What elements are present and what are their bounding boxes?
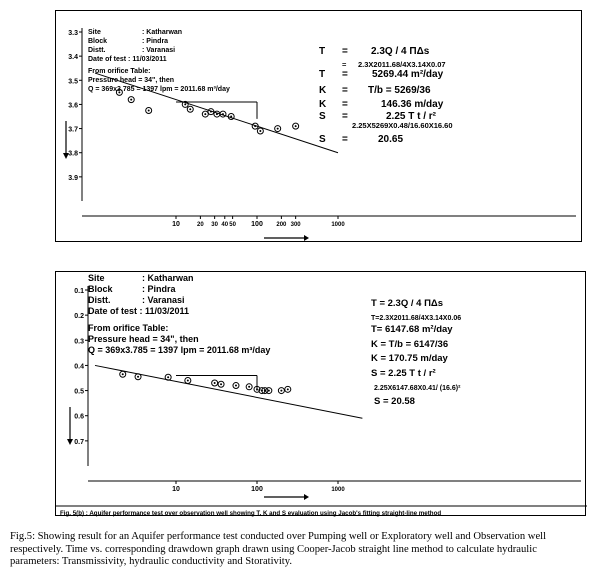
orifice-line: Pressure head = 34", then — [88, 334, 199, 344]
orifice-line: Pressure head = 34", then — [88, 77, 174, 84]
formula-equals: = — [342, 111, 348, 122]
figure-caption: Fig.5: Showing result for an Aquifer performance test conducted over Pumping well or Exploratory well and Observation well respectively. Time vs. corresponding drawdown graph drawn using Cooper-Jacob straight line method to calculate hydraulic parameters: Transmissivity, hydraulic conductivity and Storativity. — [10, 531, 547, 568]
x-tick-label: 20 — [197, 222, 204, 228]
fit-line — [95, 73, 338, 153]
orifice-line: From orifice Table: — [88, 323, 169, 333]
orifice-line: From orifice Table: — [88, 68, 151, 75]
x-axis-arrowhead — [304, 235, 309, 241]
x-tick-label: 30 — [211, 222, 218, 228]
data-point-center — [214, 382, 216, 384]
data-point-center — [235, 385, 237, 387]
chart-b-svg — [56, 272, 587, 517]
y-tick-label: 0.3 — [74, 338, 84, 346]
figure-footer: Fig. 5(b) : Aquifer performance test over observation well showing T, K and S evaluation using Jacob's fitting straight-line method — [60, 510, 442, 517]
orifice-line: Q = 369x3.785 = 1397 lpm = 2011.68 m³/day — [88, 345, 271, 355]
x-axis-arrowhead — [304, 494, 309, 500]
formula-value: S = 2.25 T t / r² — [371, 368, 436, 379]
y-tick-label: 3.7 — [68, 126, 78, 134]
formula-symbol: S — [319, 111, 326, 122]
x-tick-label: 300 — [290, 222, 301, 228]
data-point-center — [210, 111, 212, 113]
data-point-center — [277, 128, 279, 130]
y-tick-label: 3.9 — [68, 174, 78, 182]
formula-equals: = — [342, 134, 348, 145]
data-point-center — [220, 383, 222, 385]
data-point-center — [137, 376, 139, 378]
formula-symbol: K — [319, 85, 327, 96]
x-tick-label: 1000 — [331, 222, 345, 228]
data-point-center — [187, 380, 189, 382]
data-point-center — [230, 116, 232, 118]
info-label: Site — [88, 273, 105, 283]
fit-line — [95, 365, 362, 418]
y-tick-label: 0.7 — [74, 438, 84, 446]
formula-value: T = 2.3Q / 4 ΠΔs — [371, 298, 444, 309]
formula-value: 5269.44 m²/day — [372, 69, 444, 80]
data-point-center — [216, 113, 218, 115]
formula-value: T/b = 5269/36 — [368, 85, 431, 96]
y-tick-label: 3.8 — [68, 150, 78, 158]
formula-value: 146.36 m/day — [381, 99, 444, 110]
info-value: : Varanasi — [142, 295, 185, 305]
data-point-center — [295, 125, 297, 127]
info-label: Date of test : 11/03/2011 — [88, 306, 190, 316]
info-label: Block — [88, 38, 108, 45]
formula-value: 2.25X5269X0.48/16.60X16.60 — [352, 121, 453, 130]
chart-panel-a — [55, 10, 582, 242]
info-label: Distt. — [88, 295, 111, 305]
x-tick-label: 100 — [251, 486, 263, 493]
formula-value: 2.25 T t / r² — [386, 111, 437, 122]
orifice-line: Q = 369x3.785 = 1397 lpm = 2011.68 m³/day — [88, 86, 230, 93]
formula-value: T= 6147.68 m²/day — [371, 324, 453, 335]
data-point-center — [254, 125, 256, 127]
info-label: Distt. — [88, 47, 106, 54]
data-point-center — [259, 130, 261, 132]
formula-equals: = — [342, 60, 347, 69]
x-tick-label: 50 — [229, 222, 236, 228]
formula-equals: = — [342, 69, 348, 80]
data-point-center — [287, 388, 289, 390]
info-value: : Katharwan — [142, 273, 194, 283]
formula-value: K = T/b = 6147/36 — [371, 339, 449, 350]
x-tick-label: 10 — [172, 486, 180, 493]
data-point-center — [189, 108, 191, 110]
x-tick-label: 40 — [221, 222, 229, 228]
y-tick-label: 3.6 — [68, 102, 78, 110]
x-tick-label: 10 — [172, 221, 180, 228]
formula-symbol: T — [319, 69, 326, 80]
formula-equals: = — [342, 46, 348, 57]
formula-symbol: T — [319, 46, 326, 57]
x-tick-label: 100 — [251, 221, 263, 228]
data-point-center — [130, 99, 132, 101]
data-point-center — [268, 390, 270, 392]
formula-value: S = 20.58 — [374, 396, 415, 407]
y-tick-label: 0.5 — [74, 388, 84, 396]
data-point-center — [280, 390, 282, 392]
data-point-center — [122, 373, 124, 375]
formula-value: 20.65 — [378, 134, 404, 145]
formula-symbol: K — [319, 99, 327, 110]
info-label: Block — [88, 284, 113, 294]
info-value: : Pindra — [142, 38, 169, 45]
chart-panel-b — [55, 271, 586, 516]
y-tick-label: 0.4 — [74, 363, 84, 371]
formula-value: K = 170.75 m/day — [371, 353, 448, 364]
y-axis-arrowhead — [67, 439, 73, 445]
info-value: : Katharwan — [142, 29, 183, 36]
formula-symbol: S — [319, 134, 326, 145]
formula-value: 2.3Q / 4 ΠΔs — [371, 46, 430, 57]
formula-value: 2.25X6147.68X0.41/ (16.6)² — [374, 385, 461, 392]
y-tick-label: 3.5 — [68, 78, 78, 86]
info-label: Date of test : 11/03/2011 — [88, 56, 167, 63]
formula-value: T=2.3X2011.68/4X3.14X0.06 — [371, 315, 462, 322]
info-label: Site — [88, 29, 101, 36]
y-tick-label: 3.3 — [68, 30, 78, 37]
x-tick-label: 200 — [276, 222, 287, 228]
data-point-center — [167, 376, 169, 378]
formula-value: 2.3X2011.68/4X3.14X0.07 — [358, 60, 446, 69]
data-point-center — [148, 109, 150, 111]
data-point-center — [248, 386, 250, 388]
formula-equals: = — [342, 85, 348, 96]
y-tick-label: 0.6 — [74, 413, 84, 421]
data-point-center — [222, 113, 224, 115]
formula-equals: = — [342, 99, 348, 110]
data-point-center — [184, 103, 186, 105]
info-value: : Pindra — [142, 284, 176, 294]
y-tick-label: 3.4 — [68, 54, 78, 62]
chart-a-svg — [56, 11, 583, 243]
y-tick-label: 0.2 — [74, 313, 84, 321]
y-tick-label: 0.1 — [74, 288, 84, 295]
info-value: : Varanasi — [142, 47, 176, 54]
data-point-center — [204, 113, 206, 115]
x-tick-label: 1000 — [331, 487, 345, 493]
